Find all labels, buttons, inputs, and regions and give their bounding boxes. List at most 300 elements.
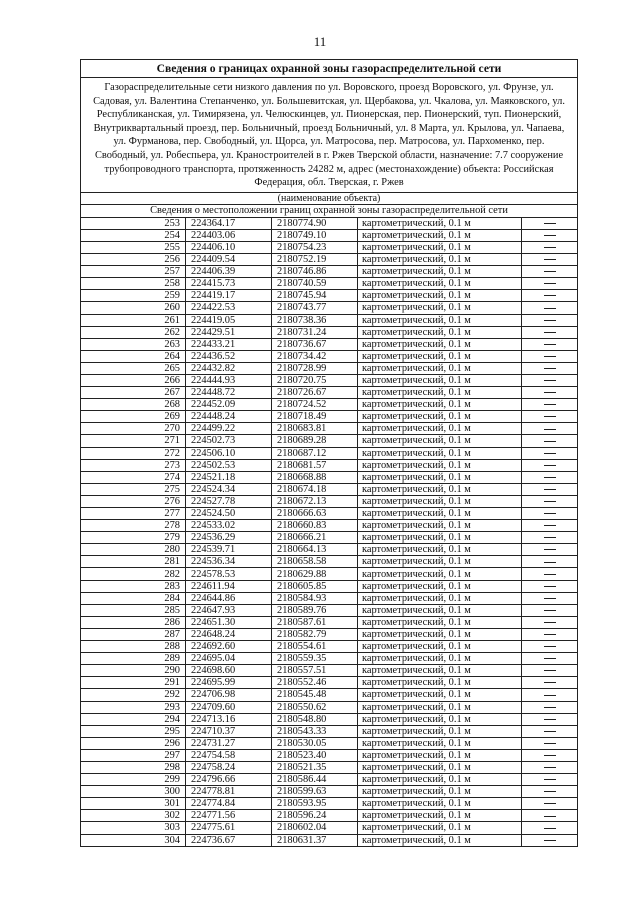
- dash-mark: [544, 247, 556, 248]
- note-cell: [522, 592, 578, 604]
- coordinate-y: 2180740.59: [272, 278, 358, 290]
- coordinate-y: 2180545.48: [272, 689, 358, 701]
- method-accuracy: картометрический, 0.1 м: [358, 350, 522, 362]
- coordinate-x: 224754.58: [186, 749, 272, 761]
- method-accuracy: картометрический, 0.1 м: [358, 217, 522, 229]
- coordinate-y: 2180521.35: [272, 761, 358, 773]
- point-number: 266: [81, 374, 186, 386]
- method-accuracy: картометрический, 0.1 м: [358, 774, 522, 786]
- table-row: [81, 822, 578, 834]
- note-cell: [522, 374, 578, 386]
- table-row: [81, 435, 578, 447]
- coordinate-x: 224774.84: [186, 798, 272, 810]
- dash-mark: [544, 271, 556, 272]
- method-accuracy: картометрический, 0.1 м: [358, 508, 522, 520]
- note-cell: [522, 387, 578, 399]
- method-accuracy: картометрический, 0.1 м: [358, 314, 522, 326]
- coordinate-y: 2180754.23: [272, 241, 358, 253]
- coordinate-y: 2180605.85: [272, 580, 358, 592]
- point-number: 267: [81, 387, 186, 399]
- table-row: [81, 774, 578, 786]
- point-number: 270: [81, 423, 186, 435]
- dash-mark: [544, 308, 556, 309]
- dash-mark: [544, 441, 556, 442]
- coordinate-y: 2180681.57: [272, 459, 358, 471]
- note-cell: [522, 435, 578, 447]
- dash-mark: [544, 477, 556, 478]
- dash-mark: [544, 501, 556, 502]
- note-cell: [522, 326, 578, 338]
- dash-mark: [544, 586, 556, 587]
- table-row: [81, 411, 578, 423]
- coordinate-x: 224651.30: [186, 616, 272, 628]
- point-number: 256: [81, 254, 186, 266]
- coordinate-x: 224524.34: [186, 483, 272, 495]
- table-row: [81, 350, 578, 362]
- note-cell: [522, 217, 578, 229]
- dash-mark: [544, 368, 556, 369]
- coordinate-x: 224648.24: [186, 628, 272, 640]
- dash-mark: [544, 562, 556, 563]
- point-number: 293: [81, 701, 186, 713]
- table-row: [81, 520, 578, 532]
- note-cell: [522, 628, 578, 640]
- coordinate-y: 2180586.44: [272, 774, 358, 786]
- table-row: [81, 761, 578, 773]
- coordinate-y: 2180731.24: [272, 326, 358, 338]
- table-row: [81, 786, 578, 798]
- note-cell: [522, 254, 578, 266]
- table-row: [81, 592, 578, 604]
- point-number: 260: [81, 302, 186, 314]
- dash-mark: [544, 453, 556, 454]
- dash-mark: [544, 465, 556, 466]
- note-cell: [522, 822, 578, 834]
- method-accuracy: картометрический, 0.1 м: [358, 302, 522, 314]
- coordinate-x: 224419.17: [186, 290, 272, 302]
- coordinate-y: 2180589.76: [272, 604, 358, 616]
- dash-mark: [544, 767, 556, 768]
- note-cell: [522, 471, 578, 483]
- coordinate-x: 224695.99: [186, 677, 272, 689]
- table-row: [81, 447, 578, 459]
- method-accuracy: картометрический, 0.1 м: [358, 834, 522, 846]
- dash-mark: [544, 719, 556, 720]
- coordinate-x: 224432.82: [186, 362, 272, 374]
- method-accuracy: картометрический, 0.1 м: [358, 374, 522, 386]
- dash-mark: [544, 779, 556, 780]
- dash-mark: [544, 283, 556, 284]
- coordinate-y: 2180666.63: [272, 508, 358, 520]
- table-row: [81, 701, 578, 713]
- table-row: [81, 399, 578, 411]
- table-row: [81, 374, 578, 386]
- coordinate-y: 2180666.21: [272, 532, 358, 544]
- coordinate-x: 224647.93: [186, 604, 272, 616]
- point-number: 301: [81, 798, 186, 810]
- note-cell: [522, 423, 578, 435]
- method-accuracy: картометрический, 0.1 м: [358, 810, 522, 822]
- coordinate-x: 224758.24: [186, 761, 272, 773]
- coordinate-y: 2180674.18: [272, 483, 358, 495]
- table-row: [81, 241, 578, 253]
- section-heading: Сведения о местоположении границ охранной зоны газораспределительной сети: [81, 204, 578, 217]
- coordinate-y: 2180596.24: [272, 810, 358, 822]
- note-cell: [522, 399, 578, 411]
- section-heading-row: [81, 204, 578, 217]
- dash-mark: [544, 622, 556, 623]
- point-number: 280: [81, 544, 186, 556]
- dash-mark: [544, 416, 556, 417]
- coordinate-y: 2180543.33: [272, 725, 358, 737]
- method-accuracy: картометрический, 0.1 м: [358, 725, 522, 737]
- note-cell: [522, 532, 578, 544]
- coordinate-x: 224731.27: [186, 737, 272, 749]
- coordinate-x: 224524.50: [186, 508, 272, 520]
- point-number: 273: [81, 459, 186, 471]
- note-cell: [522, 520, 578, 532]
- method-accuracy: картометрический, 0.1 м: [358, 532, 522, 544]
- point-number: 253: [81, 217, 186, 229]
- coordinate-y: 2180728.99: [272, 362, 358, 374]
- method-accuracy: картометрический, 0.1 м: [358, 616, 522, 628]
- dash-mark: [544, 755, 556, 756]
- method-accuracy: картометрический, 0.1 м: [358, 362, 522, 374]
- coordinate-x: 224698.60: [186, 665, 272, 677]
- table-row: [81, 229, 578, 241]
- method-accuracy: картометрический, 0.1 м: [358, 254, 522, 266]
- dash-mark: [544, 404, 556, 405]
- coordinate-x: 224527.78: [186, 495, 272, 507]
- point-number: 255: [81, 241, 186, 253]
- dash-mark: [544, 791, 556, 792]
- table-row: [81, 302, 578, 314]
- point-number: 269: [81, 411, 186, 423]
- table-row: [81, 653, 578, 665]
- table-row: [81, 689, 578, 701]
- coordinate-y: 2180582.79: [272, 628, 358, 640]
- point-number: 294: [81, 713, 186, 725]
- note-cell: [522, 834, 578, 846]
- coordinate-x: 224409.54: [186, 254, 272, 266]
- coordinate-x: 224364.17: [186, 217, 272, 229]
- point-number: 296: [81, 737, 186, 749]
- coordinate-y: 2180734.42: [272, 350, 358, 362]
- point-number: 295: [81, 725, 186, 737]
- coordinate-y: 2180738.36: [272, 314, 358, 326]
- point-number: 258: [81, 278, 186, 290]
- note-cell: [522, 786, 578, 798]
- table-row: [81, 568, 578, 580]
- coordinate-y: 2180724.52: [272, 399, 358, 411]
- dash-mark: [544, 816, 556, 817]
- table-row: [81, 604, 578, 616]
- dash-mark: [544, 634, 556, 635]
- note-cell: [522, 483, 578, 495]
- coordinate-y: 2180664.13: [272, 544, 358, 556]
- coordinate-x: 224436.52: [186, 350, 272, 362]
- note-cell: [522, 798, 578, 810]
- point-number: 304: [81, 834, 186, 846]
- coordinate-x: 224692.60: [186, 641, 272, 653]
- table-row: [81, 677, 578, 689]
- dash-mark: [544, 332, 556, 333]
- table-row: [81, 254, 578, 266]
- point-number: 285: [81, 604, 186, 616]
- note-cell: [522, 229, 578, 241]
- table-row: [81, 483, 578, 495]
- coordinate-y: 2180584.93: [272, 592, 358, 604]
- method-accuracy: картометрический, 0.1 м: [358, 761, 522, 773]
- method-accuracy: картометрический, 0.1 м: [358, 786, 522, 798]
- note-cell: [522, 641, 578, 653]
- table-row: [81, 338, 578, 350]
- table-row: [81, 278, 578, 290]
- object-description: Газораспределительные сети низкого давления по ул. Воровского, проезд Воровского, ул. Фрунзе, ул. Садовая, ул. Валентина Степанченко, ул. Большевитская, ул. Щербакова, ул. Чкалова, ул. Маяковского, ул. Республиканская, ул. Тимирязена, ул. Челюскинцев, ул. Пионерская, пер. Пионерский, туп. Пионерский, Внутриквартальный проезд, пер. Больничный, проезд Больничный, ул. 8 Марта, ул. Крылова, ул. Чапаева, ул. Фурманова, пер. Свободный, ул. Щорса, ул. Матросова, пер. Матросова, ул. Пархоменко, пер. Свободный, ул. Робеспьера, ул. Краностроителей в г. Ржев Тверской области, назначение: 7.7 сооружение трубопроводного транспорта, протяженность 24282 м, адрес (местонахождение) объекта: Российская Федерация, обл. Тверская, г. Ржев: [81, 78, 578, 193]
- coordinate-x: 224406.10: [186, 241, 272, 253]
- coordinate-y: 2180599.63: [272, 786, 358, 798]
- coordinate-x: 224709.60: [186, 701, 272, 713]
- dash-mark: [544, 380, 556, 381]
- table-row: [81, 266, 578, 278]
- note-cell: [522, 616, 578, 628]
- coordinate-y: 2180660.83: [272, 520, 358, 532]
- dash-mark: [544, 513, 556, 514]
- method-accuracy: картометрический, 0.1 м: [358, 568, 522, 580]
- coordinate-x: 224506.10: [186, 447, 272, 459]
- title-row: [81, 60, 578, 78]
- coordinate-x: 224611.94: [186, 580, 272, 592]
- table-row: [81, 641, 578, 653]
- table-row: [81, 314, 578, 326]
- coordinate-x: 224775.61: [186, 822, 272, 834]
- coordinate-x: 224533.02: [186, 520, 272, 532]
- note-cell: [522, 278, 578, 290]
- point-number: 292: [81, 689, 186, 701]
- dash-mark: [544, 840, 556, 841]
- coordinate-y: 2180548.80: [272, 713, 358, 725]
- dash-mark: [544, 295, 556, 296]
- note-cell: [522, 290, 578, 302]
- coordinate-x: 224644.86: [186, 592, 272, 604]
- note-cell: [522, 713, 578, 725]
- note-cell: [522, 495, 578, 507]
- method-accuracy: картометрический, 0.1 м: [358, 411, 522, 423]
- dash-mark: [544, 223, 556, 224]
- table-row: [81, 423, 578, 435]
- method-accuracy: картометрический, 0.1 м: [358, 665, 522, 677]
- dash-mark: [544, 707, 556, 708]
- coordinate-y: 2180631.37: [272, 834, 358, 846]
- note-cell: [522, 544, 578, 556]
- coordinate-x: 224406.39: [186, 266, 272, 278]
- method-accuracy: картометрический, 0.1 м: [358, 447, 522, 459]
- note-cell: [522, 350, 578, 362]
- point-number: 290: [81, 665, 186, 677]
- coordinate-x: 224736.67: [186, 834, 272, 846]
- coordinate-y: 2180689.28: [272, 435, 358, 447]
- point-number: 282: [81, 568, 186, 580]
- note-cell: [522, 677, 578, 689]
- coordinate-x: 224448.72: [186, 387, 272, 399]
- method-accuracy: картометрический, 0.1 м: [358, 798, 522, 810]
- dash-mark: [544, 235, 556, 236]
- coordinate-x: 224452.09: [186, 399, 272, 411]
- coordinate-y: 2180752.19: [272, 254, 358, 266]
- table-row: [81, 834, 578, 846]
- table-row: [81, 665, 578, 677]
- method-accuracy: картометрический, 0.1 м: [358, 483, 522, 495]
- method-accuracy: картометрический, 0.1 м: [358, 241, 522, 253]
- method-accuracy: картометрический, 0.1 м: [358, 423, 522, 435]
- table-row: [81, 495, 578, 507]
- coordinate-x: 224778.81: [186, 786, 272, 798]
- coordinate-y: 2180554.61: [272, 641, 358, 653]
- point-number: 287: [81, 628, 186, 640]
- table-row: [81, 544, 578, 556]
- coordinate-x: 224433.21: [186, 338, 272, 350]
- dash-mark: [544, 537, 556, 538]
- object-name-row: [81, 192, 578, 204]
- coordinate-y: 2180552.46: [272, 677, 358, 689]
- note-cell: [522, 362, 578, 374]
- note-cell: [522, 447, 578, 459]
- point-number: 289: [81, 653, 186, 665]
- point-number: 272: [81, 447, 186, 459]
- note-cell: [522, 689, 578, 701]
- table-row: [81, 713, 578, 725]
- coordinate-y: 2180593.95: [272, 798, 358, 810]
- table-row: [81, 737, 578, 749]
- point-number: 271: [81, 435, 186, 447]
- point-number: 299: [81, 774, 186, 786]
- table-row: [81, 798, 578, 810]
- table-row: [81, 580, 578, 592]
- dash-mark: [544, 574, 556, 575]
- point-number: 261: [81, 314, 186, 326]
- note-cell: [522, 701, 578, 713]
- note-cell: [522, 761, 578, 773]
- dash-mark: [544, 658, 556, 659]
- method-accuracy: картометрический, 0.1 м: [358, 701, 522, 713]
- dash-mark: [544, 610, 556, 611]
- dash-mark: [544, 320, 556, 321]
- coordinate-x: 224403.06: [186, 229, 272, 241]
- coordinate-y: 2180658.58: [272, 556, 358, 568]
- method-accuracy: картометрический, 0.1 м: [358, 822, 522, 834]
- page-number: 11: [313, 34, 327, 49]
- table-row: [81, 556, 578, 568]
- point-number: 291: [81, 677, 186, 689]
- point-number: 279: [81, 532, 186, 544]
- point-number: 300: [81, 786, 186, 798]
- dash-mark: [544, 646, 556, 647]
- coordinate-y: 2180743.77: [272, 302, 358, 314]
- description-row: [81, 78, 578, 193]
- dash-mark: [544, 828, 556, 829]
- method-accuracy: картометрический, 0.1 м: [358, 459, 522, 471]
- point-number: 276: [81, 495, 186, 507]
- note-cell: [522, 665, 578, 677]
- coordinate-y: 2180587.61: [272, 616, 358, 628]
- note-cell: [522, 302, 578, 314]
- dash-mark: [544, 598, 556, 599]
- coordinate-x: 224695.04: [186, 653, 272, 665]
- note-cell: [522, 266, 578, 278]
- point-number: 263: [81, 338, 186, 350]
- coordinate-x: 224429.51: [186, 326, 272, 338]
- table-title: Сведения о границах охранной зоны газораспределительной сети: [81, 60, 578, 78]
- dash-mark: [544, 489, 556, 490]
- method-accuracy: картометрический, 0.1 м: [358, 229, 522, 241]
- note-cell: [522, 459, 578, 471]
- point-number: 254: [81, 229, 186, 241]
- method-accuracy: картометрический, 0.1 м: [358, 689, 522, 701]
- coordinate-y: 2180559.35: [272, 653, 358, 665]
- note-cell: [522, 774, 578, 786]
- coordinate-x: 224448.24: [186, 411, 272, 423]
- table-row: [81, 387, 578, 399]
- dash-mark: [544, 525, 556, 526]
- coordinate-y: 2180672.13: [272, 495, 358, 507]
- point-number: 284: [81, 592, 186, 604]
- point-number: 268: [81, 399, 186, 411]
- table-row: [81, 326, 578, 338]
- dash-mark: [544, 429, 556, 430]
- method-accuracy: картометрический, 0.1 м: [358, 628, 522, 640]
- coordinate-y: 2180746.86: [272, 266, 358, 278]
- coordinate-y: 2180726.67: [272, 387, 358, 399]
- coordinate-y: 2180683.81: [272, 423, 358, 435]
- coordinate-x: 224499.22: [186, 423, 272, 435]
- table-row: [81, 532, 578, 544]
- method-accuracy: картометрический, 0.1 м: [358, 326, 522, 338]
- coordinate-x: 224706.98: [186, 689, 272, 701]
- dash-mark: [544, 392, 556, 393]
- note-cell: [522, 580, 578, 592]
- point-number: 303: [81, 822, 186, 834]
- point-number: 264: [81, 350, 186, 362]
- point-number: 275: [81, 483, 186, 495]
- note-cell: [522, 604, 578, 616]
- note-cell: [522, 725, 578, 737]
- note-cell: [522, 810, 578, 822]
- coordinate-y: 2180530.05: [272, 737, 358, 749]
- note-cell: [522, 556, 578, 568]
- coordinate-x: 224713.16: [186, 713, 272, 725]
- point-number: 265: [81, 362, 186, 374]
- dash-mark: [544, 356, 556, 357]
- method-accuracy: картометрический, 0.1 м: [358, 495, 522, 507]
- coordinate-x: 224419.05: [186, 314, 272, 326]
- table-row: [81, 810, 578, 822]
- point-number: 277: [81, 508, 186, 520]
- table-row: [81, 508, 578, 520]
- method-accuracy: картометрический, 0.1 м: [358, 749, 522, 761]
- method-accuracy: картометрический, 0.1 м: [358, 399, 522, 411]
- coordinate-y: 2180718.49: [272, 411, 358, 423]
- note-cell: [522, 411, 578, 423]
- dash-mark: [544, 259, 556, 260]
- coordinate-y: 2180736.67: [272, 338, 358, 350]
- point-number: 259: [81, 290, 186, 302]
- method-accuracy: картометрический, 0.1 м: [358, 471, 522, 483]
- dash-mark: [544, 682, 556, 683]
- table-row: [81, 628, 578, 640]
- method-accuracy: картометрический, 0.1 м: [358, 520, 522, 532]
- point-number: 274: [81, 471, 186, 483]
- note-cell: [522, 314, 578, 326]
